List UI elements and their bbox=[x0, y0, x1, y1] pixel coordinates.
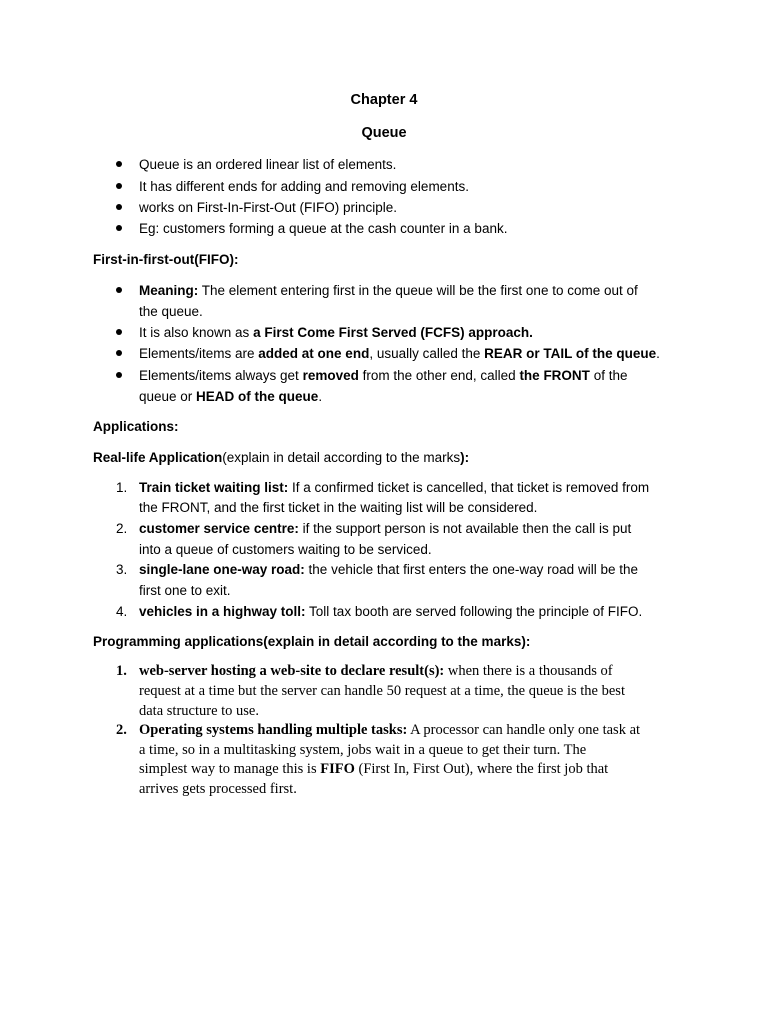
removed-bold: HEAD of the queue bbox=[196, 389, 319, 404]
list-item bbox=[139, 563, 638, 577]
list-item-continuation: arrives gets processed first. bbox=[139, 781, 297, 797]
list-item bbox=[139, 664, 613, 679]
list-item bbox=[139, 326, 533, 340]
removed-bold: the FRONT bbox=[519, 368, 590, 383]
meaning-text: The element entering first in the queue will be the first one to come out of bbox=[198, 283, 638, 298]
item-label: single-lane one-way road: bbox=[139, 562, 305, 577]
list-item-continuation: request at a time but the server can handle 50 request at a time, the queue is the best bbox=[139, 683, 625, 699]
list-item: Eg: customers forming a queue at the cash counter in a bank. bbox=[139, 221, 508, 236]
bullet-icon bbox=[116, 287, 122, 293]
item-label: Operating systems handling multiple tasks: bbox=[139, 722, 408, 738]
item-text: If a confirmed ticket is cancelled, that ticket is removed from bbox=[288, 480, 650, 495]
item-label: vehicles in a highway toll: bbox=[139, 604, 306, 619]
item-text: Toll tax booth are served following the principle of FIFO. bbox=[305, 604, 643, 619]
removed-text: . bbox=[318, 389, 323, 404]
list-item bbox=[139, 723, 640, 738]
list-item bbox=[139, 522, 631, 536]
removed-bold: removed bbox=[302, 368, 359, 383]
chapter-title: Chapter 4 bbox=[350, 92, 418, 108]
list-item-continuation: first one to exit. bbox=[139, 583, 231, 598]
list-item-continuation: the FRONT, and the first ticket in the waiting list will be considered. bbox=[139, 500, 538, 515]
added-text: , usually called the bbox=[369, 346, 485, 361]
item-text: the vehicle that first enters the one-way road will be the bbox=[304, 562, 638, 577]
programming-heading: Programming applications(explain in detail according to the marks): bbox=[93, 634, 531, 649]
list-number: 3. bbox=[116, 562, 128, 577]
list-item: works on First-In-First-Out (FIFO) principle. bbox=[139, 200, 398, 215]
bullet-icon bbox=[116, 372, 122, 378]
list-item-continuation: a time, so in a multitasking system, jobs wait in a queue to get their turn. The bbox=[139, 742, 587, 758]
added-text: . bbox=[656, 346, 660, 361]
bullet-icon bbox=[116, 225, 122, 231]
item-text: simplest way to manage this is bbox=[139, 761, 321, 777]
bullet-icon bbox=[116, 329, 122, 335]
list-number: 2. bbox=[116, 722, 127, 738]
list-number: 4. bbox=[116, 604, 128, 619]
meaning-label: Meaning: bbox=[139, 283, 199, 298]
list-item-continuation: data structure to use. bbox=[139, 703, 259, 719]
list-item-continuation bbox=[139, 762, 608, 777]
list-item bbox=[139, 605, 642, 619]
fcfs-text: It is also known as bbox=[139, 325, 254, 340]
bullet-icon bbox=[116, 204, 122, 210]
item-text: when there is a thousands of bbox=[444, 663, 613, 679]
bullet-icon bbox=[116, 183, 122, 189]
applications-heading: Applications: bbox=[93, 419, 179, 434]
removed-text: of the bbox=[589, 368, 628, 383]
list-number: 1. bbox=[116, 480, 128, 495]
list-item-continuation: into a queue of customers waiting to be serviced. bbox=[139, 542, 432, 557]
fcfs-bold: a First Come First Served (FCFS) approach. bbox=[253, 325, 533, 340]
item-label: Train ticket waiting list: bbox=[139, 480, 289, 495]
list-item: Queue is an ordered linear list of elements. bbox=[139, 157, 397, 172]
item-label: customer service centre: bbox=[139, 521, 299, 536]
bullet-icon bbox=[116, 350, 122, 356]
real-life-heading bbox=[93, 451, 469, 465]
added-bold: added at one end bbox=[258, 346, 370, 361]
removed-text: queue or bbox=[139, 389, 197, 404]
list-number: 2. bbox=[116, 521, 128, 536]
list-number: 1. bbox=[116, 663, 127, 679]
item-text: A processor can handle only one task at bbox=[407, 722, 641, 738]
list-item bbox=[139, 284, 638, 298]
real-life-heading-bold: ): bbox=[460, 450, 470, 465]
list-item: It has different ends for adding and removing elements. bbox=[139, 179, 469, 194]
fifo-heading: First-in-first-out(FIFO): bbox=[93, 252, 239, 267]
item-text: if the support person is not available then the call is put bbox=[298, 521, 632, 536]
real-life-heading-text: (explain in detail according to the marks bbox=[222, 450, 461, 465]
item-label: web-server hosting a web-site to declare result(s): bbox=[139, 663, 445, 679]
added-text: Elements/items are bbox=[139, 346, 259, 361]
list-item bbox=[139, 481, 649, 495]
removed-text: Elements/items always get bbox=[139, 368, 303, 383]
bullet-icon bbox=[116, 161, 122, 167]
list-item-continuation bbox=[139, 390, 322, 404]
removed-text: from the other end, called bbox=[358, 368, 520, 383]
added-bold: REAR or TAIL of the queue bbox=[484, 346, 657, 361]
item-bold: FIFO bbox=[320, 761, 355, 777]
item-text: (First In, First Out), where the first job that bbox=[354, 761, 609, 777]
topic-title: Queue bbox=[361, 125, 407, 141]
real-life-heading-bold: Real-life Application bbox=[93, 450, 223, 465]
list-item bbox=[139, 347, 660, 361]
list-item-continuation: the queue. bbox=[139, 304, 203, 319]
list-item bbox=[139, 369, 627, 383]
